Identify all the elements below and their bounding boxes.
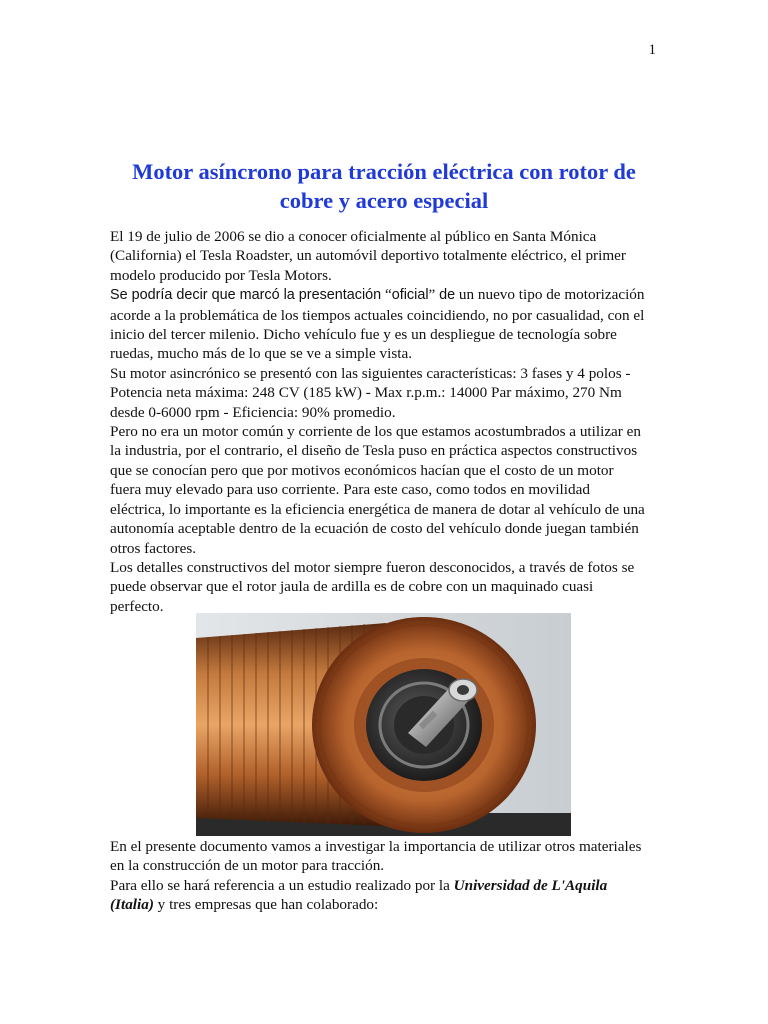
paragraph-line: autonomía aceptable dentro de la ecuación de costo del vehículo donde juegan también [110, 520, 639, 538]
paragraph-line: En el presente documento vamos a investigar la importancia de utilizar otros materiales [110, 838, 642, 855]
paragraph-line [110, 895, 660, 914]
paragraph-line: acorde a la problemática de los tiempos actuales coincidiendo, no por casualidad, con el [110, 306, 645, 324]
lower-body-text [110, 837, 660, 915]
paragraph-line: que se conocían pero que por motivos económicos hacían que el costo de un motor [110, 461, 614, 479]
paragraph-line: El 19 de julio de 2006 se dio a conocer oficialmente al público en Santa Mónica [110, 228, 597, 245]
paragraph-line: modelo producido por Tesla Motors. [110, 266, 332, 284]
paragraph-line: eléctrica, lo importante es la eficiencia energética de manera de dotar al vehículo de una [110, 500, 645, 518]
copper-rotor-illustration [196, 613, 571, 836]
sans-fragment: Se podría decir que marcó la presentación [110, 287, 382, 304]
rotor-photo [196, 613, 571, 836]
body-text [110, 227, 660, 616]
paragraph-line: fuera muy elevado para uso corriente. Para este caso, como todos en movilidad [110, 481, 590, 499]
paragraph-line: otros factores. [110, 539, 197, 557]
quote-open: “ [381, 286, 392, 304]
paragraph-fragment: un nuevo tipo de motorización [455, 286, 645, 304]
quoted-word: oficial [391, 287, 429, 304]
university-name: Universidad de L'Aquila [453, 876, 608, 894]
title-line-1: Motor asíncrono para tracción eléctrica con rotor de [132, 159, 636, 184]
paragraph-line: Potencia neta máxima: 248 CV (185 kW) - Max r.p.m.: 14000 Par máximo, 270 Nm [110, 384, 622, 402]
paragraph-line: en la construcción de un motor para tracción. [110, 857, 385, 875]
paragraph-line: perfecto. [110, 597, 164, 615]
paragraph-line: inicio del tercer milenio. Dicho vehículo fue y es un despliegue de tecnología sobre [110, 326, 617, 344]
paragraph-line: Su motor asincrónico se presentó con las siguientes características: 3 fases y 4 polos - [110, 364, 631, 382]
sans-fragment: de [439, 287, 456, 304]
paragraph-line: (California) el Tesla Roadster, un automóvil deportivo totalmente eléctrico, el primer [110, 247, 626, 265]
quote-close: ” [428, 286, 440, 304]
title-line-2: cobre y acero especial [279, 188, 489, 213]
page-number: 1 [648, 42, 656, 58]
paragraph-line: Los detalles constructivos del motor siempre fueron desconocidos, a través de fotos se [110, 558, 635, 576]
paragraph-line: puede observar que el rotor jaula de ardilla es de cobre con un maquinado cuasi [110, 578, 594, 596]
paragraph-line: desde 0-6000 rpm - Eficiencia: 90% promedio. [110, 403, 396, 421]
paragraph-fragment: Para ello se hará referencia a un estudio realizado por la [110, 876, 454, 894]
university-country: (Italia) [110, 896, 154, 914]
paragraph-line: ruedas, mucho más de lo que se ve a simple vista. [110, 345, 412, 363]
paragraph-line: Pero no era un motor común y corriente de los que estamos acostumbrados a utilizar en [110, 423, 641, 441]
paragraph-fragment: y tres empresas que han colaborado: [153, 896, 379, 914]
paragraph-line [110, 876, 660, 895]
document-title [110, 157, 658, 215]
paragraph-line: la industria, por el contrario, el diseño de Tesla puso en práctica aspectos constructivos [110, 442, 638, 460]
paragraph-line [110, 285, 660, 305]
